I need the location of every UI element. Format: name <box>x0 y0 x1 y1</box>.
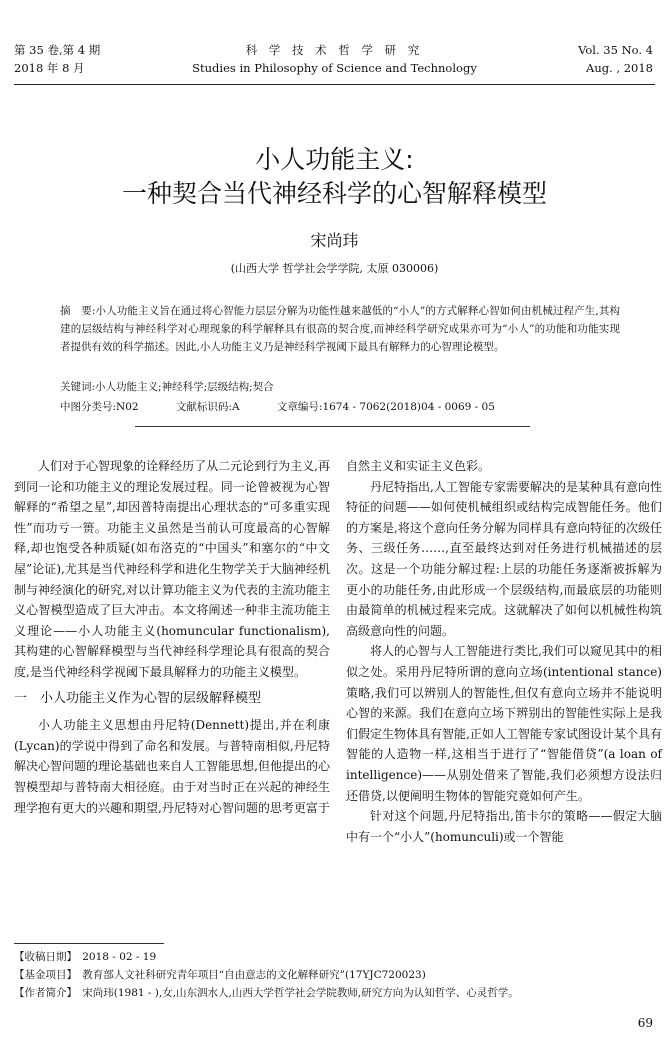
header-journal <box>0 41 669 77</box>
journal-title-en: Studies in Philosophy of Science and Technology <box>192 61 477 75</box>
paragraph: 自然主义和实证主义色彩。 <box>346 459 491 473</box>
header-date: 2018 年 8 月 <box>14 61 85 75</box>
footnote-received: 【收稿日期】 2018 - 02 - 19 <box>14 951 157 963</box>
article-title-line1: 小人功能主义: <box>255 145 414 174</box>
page-number: 69 <box>637 1016 653 1030</box>
header-rule <box>14 84 655 85</box>
section-heading: 一 小人功能主义作为心智的层级解释模型 <box>14 690 262 706</box>
abstract-text: 小人功能主义旨在通过将心智能力层层分解为功能性越来越低的“小人”的方式解释心智如何由机械过程产生,其构建的层级结构与神经科学对心理现象的科学解释具有很高的契合度,而神经科学研究成果亦可为“小人”的功能和功能实现者提供有效的科学描述。因此,小人功能主义乃是神经科学视阈下最具有解释力的心智理论模型。 <box>60 305 620 353</box>
clc-number: 中图分类号:N02 <box>60 401 139 413</box>
header-vol-no: Vol. 35 No. 4 <box>578 43 653 57</box>
article-number: 文章编号:1674 - 7062(2018)04 - 0069 - 05 <box>276 401 495 413</box>
abstract-rule <box>135 426 530 427</box>
body-left-column <box>14 456 330 818</box>
running-header <box>0 41 669 81</box>
paragraph: 小人功能主义思想由丹尼特(Dennett)提出,并在利康(Lycan)的学说中得到了命名和发展。与普特南相似,丹尼特解决心智问题的理论基础也来自人工智能思想,但他提出的心智模型却与普特南大相径庭。由于对当时正在兴起的神经生理学抱有更大的兴趣和期望,丹尼特对心智问题的思考更富于 <box>14 718 330 815</box>
document-code: 文献标识码:A <box>175 401 240 413</box>
author-name: 宋尚玮 <box>310 231 359 250</box>
paragraph: 将人的心智与人工智能进行类比,我们可以窥见其中的相似之处。采用丹尼特所谓的意向立场(intentional stance)策略,我们可以辨别人的智能性,但仅有意向立场并不能说明心智的来源。我们在意向立场下辨别出的智能性实际上是我们假定生物体具有智能,正如人工智能专家试图设计某个具有智能的人造物一样,这相当于进行了“智能借贷”(a loan of intelligence)——从别处借来了智能,我们必须想方设法归还借贷,以便阐明生物体的智能究竟如何产生。 <box>346 644 662 803</box>
journal-title-cn: 科 学 技 术 哲 学 研 究 <box>245 43 424 57</box>
header-issue-en <box>578 41 653 77</box>
body-right-column <box>346 456 662 847</box>
paragraph: 丹尼特指出,人工智能专家需要解决的是某种具有意向性特征的问题——如何使机械组织或结构完成智能任务。他们的方案是,将这个意向任务分解为同样具有意向特征的次级任务、三级任务……,直至最终达到对任务进行机械描述的层次。这是一个功能分解过程:上层的功能任务逐渐被拆解为更小的功能任务,由此形成一个层级结构,而最底层的功能则由最简单的机械过程来完成。这就解决了如何以机械性构筑高级意向性的问题。 <box>346 479 662 638</box>
footnote-rule <box>14 943 164 944</box>
footnote-author-bio: 【作者简介】 宋尚玮(1981 - ),女,山东泗水人,山西大学哲学社会学院教师,研究方向为认知哲学、心灵哲学。 <box>14 987 519 999</box>
abstract <box>60 302 620 356</box>
footnote-fund: 【基金项目】 教育部人文社科研究青年项目“自由意志的文化解释研究”(17YJC720023) <box>14 969 426 981</box>
paragraph: 人们对于心智现象的诠释经历了从二元论到行为主义,再到同一论和功能主义的理论发展过程。同一论曾被视为心智解释的“希望之星”,却因普特南提出心理状态的“可多重实现性”而功亏一篑。功能主义虽然是当前认可度最高的心智解释,却也饱受各种质疑(如布洛克的“中国头”和塞尔的“中文屋”论证),尤其是当代神经科学和进化生物学关于大脑神经机制与神经演化的研究,对以计算功能主义为代表的主流功能主义心智模型造成了巨大冲击。本文将阐述一种非主流功能主义理论——小人功能主义(homuncular functionalism),其构建的心智解释模型与当代神经科学理论具有很高的契合度,是当代神经科学视阈下最具解释力的功能主义模型。 <box>14 459 330 679</box>
classification-line <box>60 398 620 416</box>
header-volume-issue: 第 35 卷,第 4 期 <box>14 43 101 57</box>
paragraph: 针对这个问题,丹尼特指出,笛卡尔的策略——假定大脑中有一个“小人”(homunculi)或一个智能 <box>346 809 662 844</box>
article-title-line2: 一种契合当代神经科学的心智解释模型 <box>121 179 547 208</box>
keywords: 关键词:小人功能主义;神经科学;层级结构;契合 <box>60 381 274 393</box>
author-affiliation: (山西大学 哲学社会学学院, 太原 030006) <box>230 262 439 275</box>
header-date-en: Aug. , 2018 <box>586 61 653 75</box>
abstract-label: 摘 要: <box>60 305 96 317</box>
